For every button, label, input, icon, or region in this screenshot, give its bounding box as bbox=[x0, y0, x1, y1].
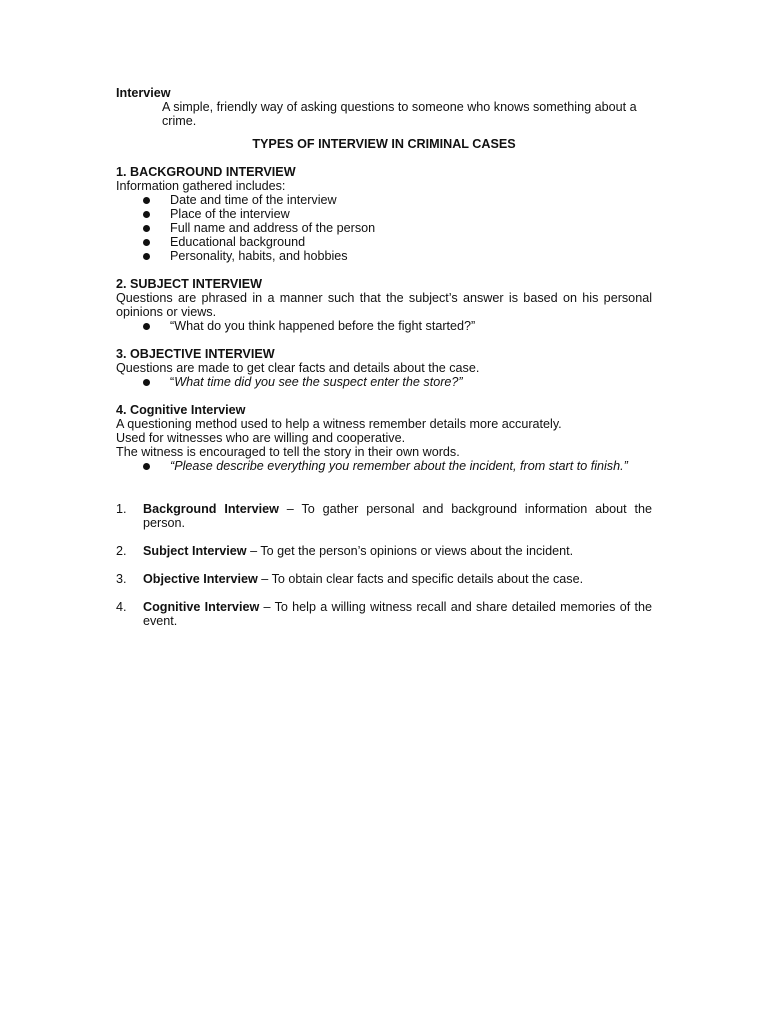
list-item bbox=[116, 459, 652, 473]
document-page bbox=[116, 86, 652, 642]
list-item bbox=[116, 207, 652, 221]
section-line: The witness is encouraged to tell the story in their own words. bbox=[116, 445, 460, 459]
section-heading: 3. OBJECTIVE INTERVIEW bbox=[116, 347, 275, 361]
summary-number: 4. bbox=[116, 600, 127, 614]
summary-text: – To gather personal and background information about the person. bbox=[143, 502, 652, 530]
bullet-list bbox=[116, 459, 652, 473]
bullet-icon bbox=[143, 323, 150, 330]
bullet-icon bbox=[143, 225, 150, 232]
list-item-text: Full name and address of the person bbox=[170, 221, 376, 235]
list-item bbox=[116, 221, 652, 235]
list-item-text: Educational background bbox=[170, 235, 306, 249]
summary-item bbox=[116, 572, 652, 586]
example-open-quote: “ bbox=[170, 375, 175, 389]
section-cognitive-interview bbox=[116, 403, 652, 473]
list-item bbox=[116, 235, 652, 249]
list-item bbox=[116, 319, 652, 333]
intro-definition: A simple, friendly way of asking questions to someone who knows something about a crime. bbox=[162, 100, 637, 128]
section-heading: 1. BACKGROUND INTERVIEW bbox=[116, 165, 296, 179]
section-lead: Information gathered includes: bbox=[116, 179, 286, 193]
section-line: Used for witnesses who are willing and cooperative. bbox=[116, 431, 406, 445]
section-objective-interview bbox=[116, 347, 652, 389]
summary-item bbox=[116, 600, 652, 628]
summary-term: Cognitive Interview bbox=[143, 600, 260, 614]
example-question: “What do you think happened before the fight started?” bbox=[170, 319, 476, 333]
list-item-text: Date and time of the interview bbox=[170, 193, 337, 207]
summary-term: Background Interview bbox=[143, 502, 279, 516]
summary-text: – To get the person’s opinions or views about the incident. bbox=[246, 544, 574, 558]
summary-list bbox=[116, 502, 652, 628]
summary-term: Subject Interview bbox=[143, 544, 247, 558]
bullet-icon bbox=[143, 379, 150, 386]
section-background-interview bbox=[116, 165, 652, 263]
list-item-text: Place of the interview bbox=[170, 207, 290, 221]
section-lead: Questions are phrased in a manner such that the subject’s answer is based on his personal opinions or views. bbox=[116, 291, 652, 319]
bullet-icon bbox=[143, 239, 150, 246]
bullet-icon bbox=[143, 197, 150, 204]
intro-term: Interview bbox=[116, 86, 171, 100]
example-question: “Please describe everything you remember about the incident, from start to finish.” bbox=[170, 459, 628, 473]
section-line: A questioning method used to help a witness remember details more accurately. bbox=[116, 417, 562, 431]
bullet-list bbox=[116, 193, 652, 263]
list-item bbox=[116, 193, 652, 207]
section-subject-interview bbox=[116, 277, 652, 333]
bullet-list bbox=[116, 319, 652, 333]
list-item bbox=[116, 375, 652, 389]
section-heading: 4. Cognitive Interview bbox=[116, 403, 246, 417]
summary-text: – To obtain clear facts and specific details about the case. bbox=[257, 572, 584, 586]
summary-item bbox=[116, 544, 652, 558]
bullet-icon bbox=[143, 211, 150, 218]
section-lead: Questions are made to get clear facts and details about the case. bbox=[116, 361, 480, 375]
summary-term: Objective Interview bbox=[143, 572, 258, 586]
summary-item bbox=[116, 502, 652, 530]
summary-number: 3. bbox=[116, 572, 127, 586]
section-heading: 2. SUBJECT INTERVIEW bbox=[116, 277, 263, 291]
list-item-text: Personality, habits, and hobbies bbox=[170, 249, 348, 263]
bullet-icon bbox=[143, 463, 150, 470]
list-item bbox=[116, 249, 652, 263]
summary-number: 2. bbox=[116, 544, 127, 558]
summary-number: 1. bbox=[116, 502, 127, 516]
bullet-list bbox=[116, 375, 652, 389]
bullet-icon bbox=[143, 253, 150, 260]
summary-text: – To help a willing witness recall and share detailed memories of the event. bbox=[143, 600, 653, 628]
example-question: What time did you see the suspect enter the store?” bbox=[174, 375, 463, 389]
document-title: TYPES OF INTERVIEW IN CRIMINAL CASES bbox=[252, 137, 516, 151]
